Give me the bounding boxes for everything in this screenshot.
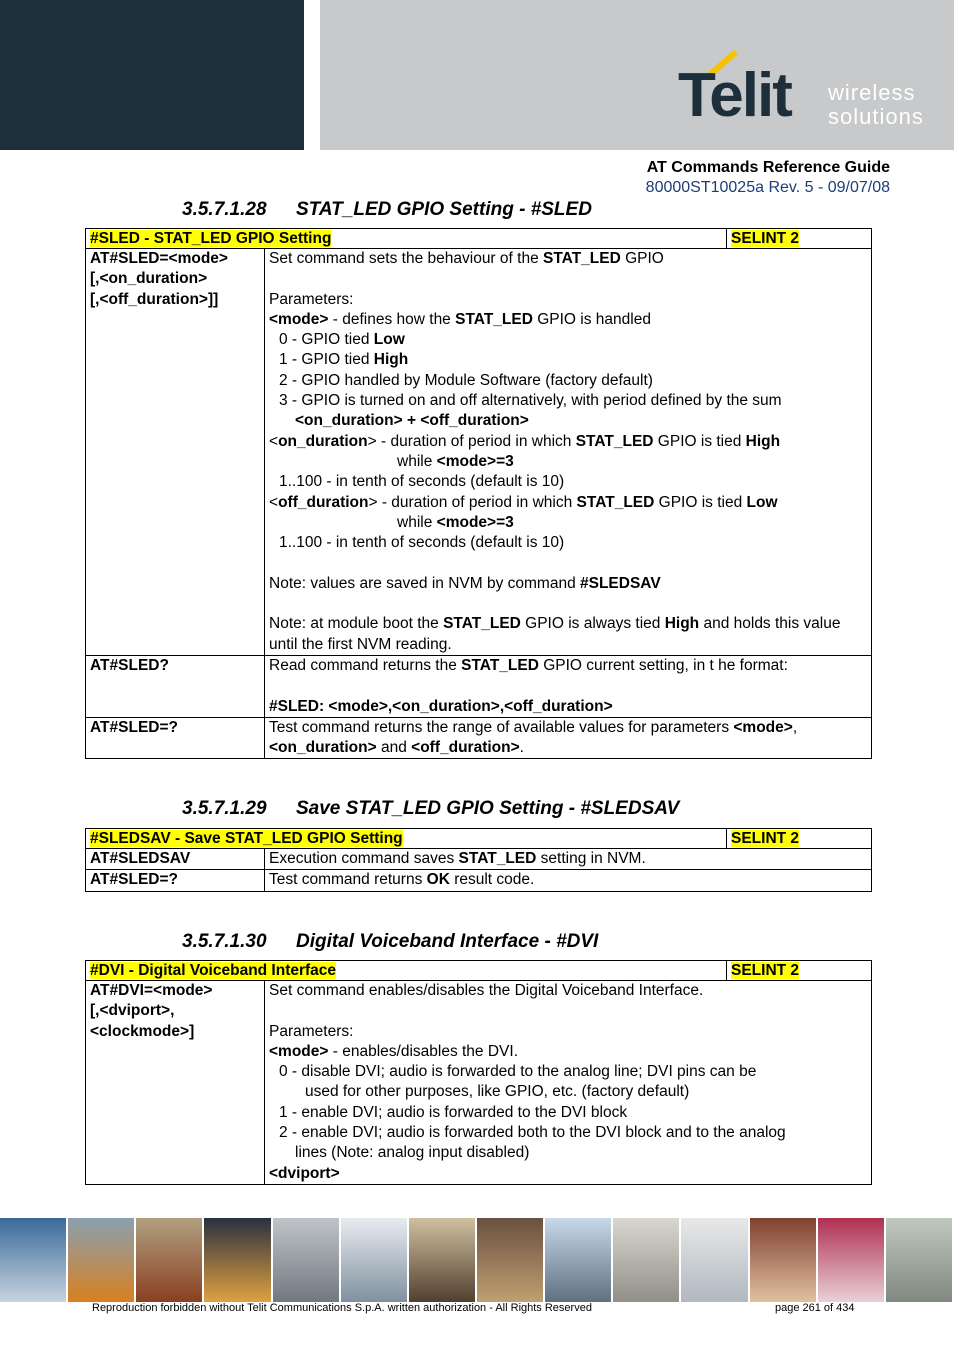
guide-revision: 80000ST10025a Rev. 5 - 09/07/08: [645, 179, 890, 196]
page-number: page 261 of 434: [775, 1302, 855, 1314]
selint-badge: SELINT 2: [731, 830, 800, 847]
description-cell: Set command sets the behaviour of the STAT_LED GPIO Parameters: <mode> - defines how the STAT_LED GPIO is handled 0 - GPIO tied Low 1 - GPIO tied High 2 - GPIO handled by Module Software (factory default) 3 - GPIO is turned on and off alternatively, with period defined by the sum <on_duration> + <off_duration> <on_duration> - duration of period in which STAT_LED GPIO is tied High while <mode>=3 1..100 - in tenth of seconds (default is 10) <off_duration> - duration of period in which STAT_LED GPIO is tied Low while <mode>=3 1..100 - in tenth of seconds (default is 10) Note: values are saved in NVM by command #SLEDSAV Note: at module boot the STAT_LED GPIO is always tied High and holds this value until the first NVM reading.: [265, 249, 872, 656]
table-title: #SLEDSAV - Save STAT_LED GPIO Setting: [90, 830, 403, 847]
section-heading-sledsav: 3.5.7.1.29 Save STAT_LED GPIO Setting - #SLEDSAV: [182, 798, 680, 819]
section-heading-dvi: 3.5.7.1.30 Digital Voiceband Interface - #DVI: [182, 931, 599, 952]
selint-badge: SELINT 2: [731, 230, 800, 247]
logo-tagline-1: wireless: [828, 80, 916, 105]
header-dark-block: [0, 0, 304, 150]
guide-title: AT Commands Reference Guide: [646, 159, 890, 176]
sled-table: [85, 228, 872, 759]
footer-copyright: Reproduction forbidden without Telit Communications S.p.A. written authorization - All Rights Reserved: [92, 1302, 592, 1314]
command-cell: AT#DVI=<mode> [,<dviport>, <clockmode>]: [86, 981, 265, 1185]
logo-wordmark: Telit: [678, 61, 791, 130]
footer-photo-strip: [0, 1218, 954, 1302]
table-title: #DVI - Digital Voiceband Interface: [90, 962, 337, 979]
sledsav-table: [85, 828, 872, 892]
description-cell: Execution command saves STAT_LED setting in NVM.: [265, 849, 872, 870]
command-cell: AT#SLED=?: [86, 870, 265, 891]
logo-tagline-2: solutions: [828, 104, 924, 129]
description-cell: Test command returns OK result code.: [265, 870, 872, 891]
description-cell: Set command enables/disables the Digital Voiceband Interface. Parameters: <mode> - enables/disables the DVI. 0 - disable DVI; audio is forwarded to the analog line; DVI pins can be used for other purposes, like GPIO, etc. (factory default) 1 - enable DVI; audio is forwarded to the DVI block 2 - enable DVI; audio is forwarded both to the DVI block and to the analog lines (Note: analog input disabled) <dviport>: [265, 981, 872, 1185]
command-cell: AT#SLED=?: [86, 717, 265, 759]
telit-logo: [678, 50, 938, 135]
command-cell: AT#SLED?: [86, 655, 265, 717]
command-cell: AT#SLEDSAV: [86, 849, 265, 870]
dvi-table: [85, 960, 872, 1185]
table-title: #SLED - STAT_LED GPIO Setting: [90, 230, 332, 247]
command-cell: AT#SLED=<mode> [,<on_duration> [,<off_duration>]]: [86, 249, 265, 656]
description-cell: Test command returns the range of available values for parameters <mode>, <on_duration> and <off_duration>.: [265, 717, 872, 759]
description-cell: Read command returns the STAT_LED GPIO current setting, in t he format: #SLED: <mode>,<on_duration>,<off_duration>: [265, 655, 872, 717]
section-heading-sled: 3.5.7.1.28 STAT_LED GPIO Setting - #SLED: [182, 199, 592, 220]
selint-badge: SELINT 2: [731, 962, 800, 979]
